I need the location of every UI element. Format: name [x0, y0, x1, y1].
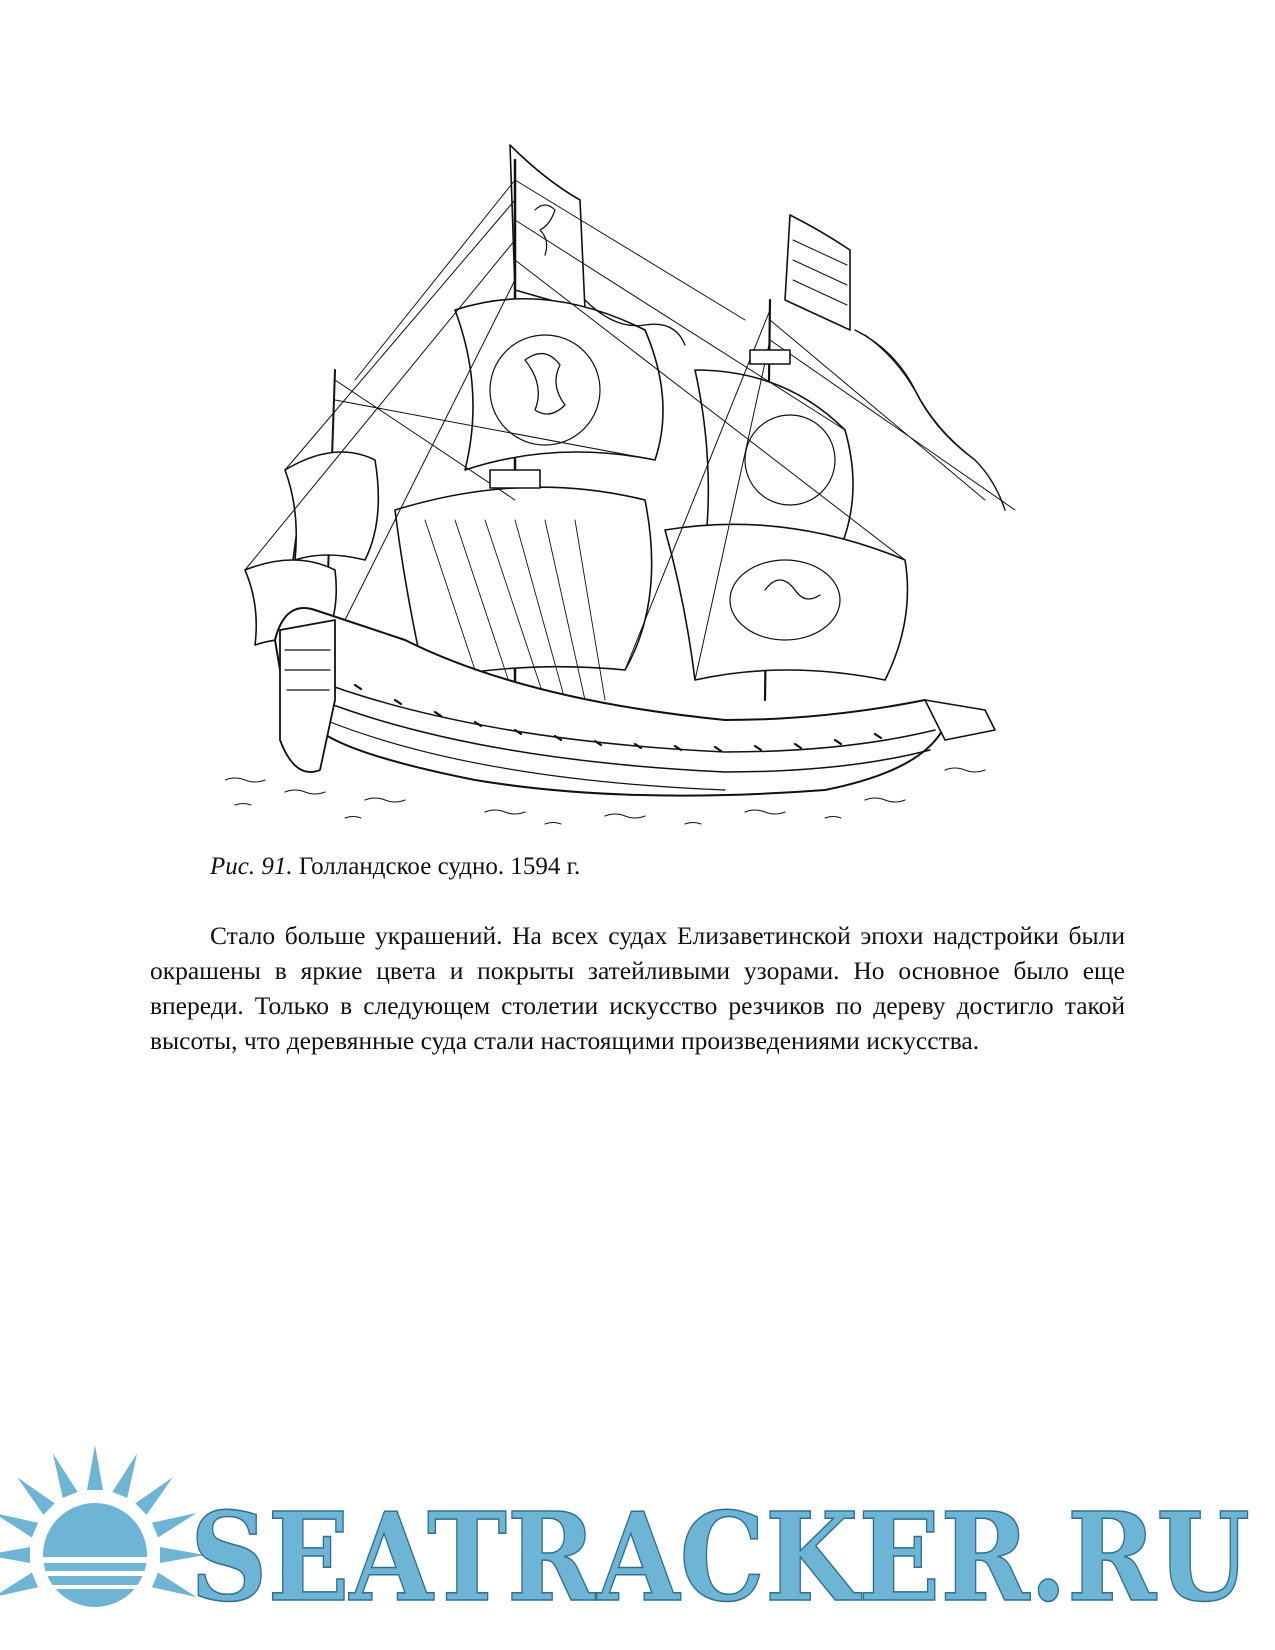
figure-label: Рис. 91.	[210, 853, 293, 880]
figure-caption	[210, 852, 580, 882]
figure-caption-text: Голландское судно. 1594 г.	[298, 853, 581, 880]
body-paragraph: Стало больше украшений. На всех судах Елизаветинской эпохи надстройки были окрашены в яркие цвета и покрыты затейливыми узорами. Но основное было еще впереди. Только в следующем столетии искусство резчиков по дереву достигло такой высоты, что деревянные суда стали настоящими произведениями искусства.	[150, 921, 1125, 1055]
watermark-text: SEATRACKER.RU	[190, 1485, 1250, 1629]
sun-icon	[0, 1445, 205, 1607]
watermark	[0, 1445, 1275, 1645]
ship-illustration	[225, 140, 1025, 830]
